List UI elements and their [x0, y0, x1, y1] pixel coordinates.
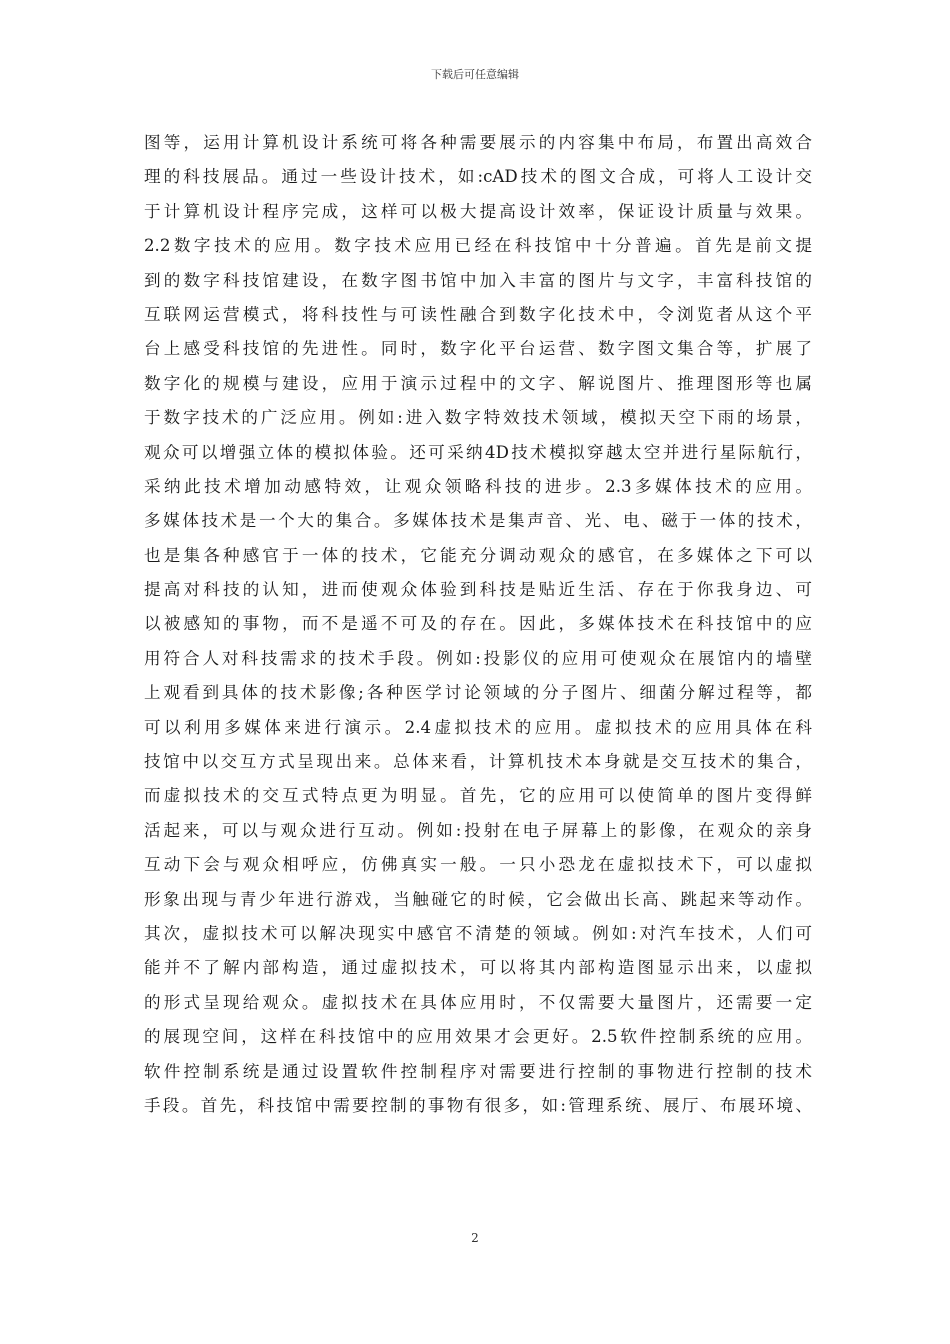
text-line: 能并不了解内部构造，通过虚拟技术，可以将其内部构造图显示出来，以虚拟: [144, 958, 812, 978]
text-line: 形象出现与青少年进行游戏，当触碰它的时候，它会做出长高、跳起来等动作。: [144, 889, 812, 909]
text-line: 到的数字科技馆建设，在数字图书馆中加入丰富的图片与文字，丰富科技馆的: [144, 270, 812, 290]
text-line: 的形式呈现给观众。虚拟技术在具体应用时，不仅需要大量图片，还需要一定: [144, 992, 812, 1012]
page-number: 2: [471, 1231, 479, 1245]
text-line: 互动下会与观众相呼应，仿佛真实一般。一只小恐龙在虚拟技术下，可以虚拟: [144, 855, 812, 875]
page-header: 下载后可任意编辑: [431, 68, 519, 81]
text-line: 多媒体技术是一个大的集合。多媒体技术是集声音、光、电、磁于一体的技术，: [144, 511, 812, 531]
text-line: 互联网运营模式，将科技性与可读性融合到数字化技术中，令浏览者从这个平: [144, 304, 812, 324]
text-line: 提高对科技的认知，进而使观众体验到科技是贴近生活、存在于你我身边、可: [144, 580, 812, 600]
text-line: 图等，运用计算机设计系统可将各种需要展示的内容集中布局，布置出高效合: [144, 133, 812, 152]
text-line: 于数字技术的广泛应用。例如:进入数字特效技术领域，模拟天空下雨的场景，: [144, 408, 812, 428]
text-line: 活起来，可以与观众进行互动。例如:投射在电子屏幕上的影像，在观众的亲身: [144, 820, 812, 840]
text-line: 采纳此技术增加动感特效，让观众领略科技的进步。2.3多媒体技术的应用。: [144, 476, 812, 496]
text-line: 可以利用多媒体来进行演示。2.4虚拟技术的应用。虚拟技术的应用具体在科: [144, 717, 812, 737]
text-line: 技馆中以交互方式呈现出来。总体来看，计算机技术本身就是交互技术的集合，: [144, 752, 812, 772]
text-line: 用符合人对科技需求的技术手段。例如:投影仪的应用可使观众在展馆内的墙壁: [144, 648, 812, 668]
text-line: 的展现空间，这样在科技馆中的应用效果才会更好。2.5软件控制系统的应用。: [144, 1027, 812, 1047]
text-line: 数字化的规模与建设，应用于演示过程中的文字、解说图片、推理图形等也属: [144, 373, 812, 393]
text-line: 也是集各种感官于一体的技术，它能充分调动观众的感官，在多媒体之下可以: [144, 545, 812, 565]
text-line: 其次，虚拟技术可以解决现实中感官不清楚的领域。例如:对汽车技术，人们可: [144, 923, 812, 943]
text-line: 软件控制系统是通过设置软件控制程序对需要进行控制的事物进行控制的技术: [144, 1061, 812, 1081]
text-line: 上观看到具体的技术影像;各种医学讨论领域的分子图片、细菌分解过程等，都: [144, 683, 812, 703]
text-line: 而虚拟技术的交互式特点更为明显。首先，它的应用可以使简单的图片变得鲜: [144, 786, 812, 806]
text-line: 于计算机设计程序完成，这样可以极大提高设计效率，保证设计质量与效果。: [144, 201, 812, 221]
text-line: 以被感知的事物，而不是遥不可及的存在。因此，多媒体技术在科技馆中的应: [144, 614, 812, 634]
body-text: [144, 126, 812, 1123]
text-line: 理的科技展品。通过一些设计技术，如:cAD技术的图文合成，可将人工设计交: [144, 167, 812, 187]
text-line: 台上感受科技馆的先进性。同时，数字化平台运营、数字图文集合等，扩展了: [144, 339, 812, 359]
text-line: 手段。首先，科技馆中需要控制的事物有很多，如:管理系统、展厅、布展环境、: [144, 1095, 812, 1115]
text-line: 2.2数字技术的应用。数字技术应用已经在科技馆中十分普遍。首先是前文提: [144, 236, 812, 256]
text-line: 观众可以增强立体的模拟体验。还可采纳4D技术模拟穿越太空并进行星际航行，: [144, 442, 812, 462]
